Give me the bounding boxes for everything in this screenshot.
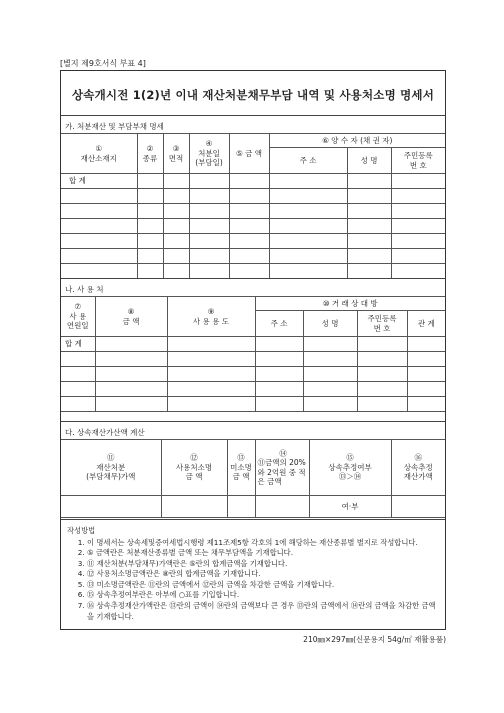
table-cell[interactable] <box>255 397 303 412</box>
table-cell[interactable] <box>189 234 229 249</box>
table-cell[interactable] <box>61 219 137 234</box>
usage-table <box>61 296 445 412</box>
table-cell[interactable] <box>61 264 137 279</box>
table-cell[interactable] <box>137 234 163 249</box>
header-counterparty-id: 주민등록 번 호 <box>357 311 407 337</box>
form-title: 상속개시전 1(2)년 이내 재산처분채무부담 내역 및 사용처소명 명세서 <box>71 88 435 102</box>
table-cell[interactable] <box>347 189 391 204</box>
table-row <box>61 219 445 234</box>
total-row-label: 합 계 <box>61 174 137 189</box>
table-cell[interactable] <box>163 234 189 249</box>
table-cell[interactable] <box>391 264 445 279</box>
table-cell[interactable] <box>269 264 347 279</box>
instructions-heading: 작성방법 <box>67 526 96 535</box>
table-cell[interactable] <box>229 204 269 219</box>
header-counterparty-relation: 관 계 <box>407 311 445 337</box>
table-cell[interactable] <box>391 189 445 204</box>
table-cell[interactable] <box>61 367 95 382</box>
table-row <box>61 382 445 397</box>
table-cell[interactable] <box>269 234 347 249</box>
table-cell[interactable] <box>61 249 137 264</box>
table-cell[interactable] <box>255 367 303 382</box>
table-cell[interactable] <box>407 337 445 352</box>
table-cell[interactable] <box>303 352 357 367</box>
table-cell[interactable] <box>163 174 189 189</box>
section-a-label: 가. 처분재산 및 부담부채 명세 <box>61 115 445 133</box>
table-cell[interactable] <box>189 189 229 204</box>
instruction-item: 2. ⑤ 금액란은 처분재산종류별 금액 또는 채무부담액을 기재합니다. <box>87 548 439 559</box>
header-presumed-value: ⑯ 상속추정 재산가액 <box>391 440 445 496</box>
header-unexplained-amount: ⑬ 미소명 금 액 <box>227 440 255 496</box>
table-row <box>61 264 445 279</box>
table-row <box>61 367 445 382</box>
table-cell[interactable] <box>163 249 189 264</box>
table-cell[interactable] <box>407 382 445 397</box>
table-row <box>61 189 445 204</box>
table-cell[interactable] <box>61 352 95 367</box>
table-cell[interactable] <box>255 382 303 397</box>
table-cell[interactable] <box>269 249 347 264</box>
table-cell[interactable] <box>347 234 391 249</box>
table-cell[interactable] <box>189 249 229 264</box>
table-cell[interactable] <box>137 249 163 264</box>
section-b-label: 나. 사 용 처 <box>61 278 445 296</box>
table-cell[interactable] <box>357 337 407 352</box>
table-cell[interactable] <box>61 189 137 204</box>
table-cell[interactable] <box>347 264 391 279</box>
table-cell[interactable] <box>229 234 269 249</box>
table-cell[interactable] <box>229 174 269 189</box>
header-transferee: ⑥ 양 수 자 (채 권 자) <box>269 134 445 148</box>
table-cell[interactable] <box>255 337 303 352</box>
header-usage-purpose: ⑨ 사 용 용 도 <box>167 297 255 337</box>
table-cell[interactable] <box>229 219 269 234</box>
header-lesser-amount: ⑭ ⑪금액의 20% 와 2억원 중 적 은 금액 <box>255 440 309 496</box>
header-transferee-name: 성 명 <box>347 148 391 174</box>
form-reference-label: [별지 제9호서식 부표 4] <box>60 59 146 68</box>
header-usage-date: ⑦ 사 용 연원일 <box>61 297 95 337</box>
header-disposal-value: ⑪ 재산처분 (부담채무)가액 <box>61 440 161 496</box>
form-frame <box>60 70 446 630</box>
instruction-item: 4. ⑫ 사용처소명금액란은 ⑧란의 합계금액을 기재합니다. <box>87 569 439 580</box>
table-cell[interactable] <box>137 189 163 204</box>
header-disposal-date: ④ 처분일 (부담일) <box>189 134 229 174</box>
table-cell[interactable] <box>167 382 255 397</box>
table-cell[interactable] <box>95 397 167 412</box>
table-cell[interactable] <box>303 382 357 397</box>
presumption-yes-no[interactable]: 여·부 <box>309 496 391 518</box>
table-cell[interactable] <box>167 397 255 412</box>
table-cell[interactable] <box>357 352 407 367</box>
table-cell[interactable] <box>137 219 163 234</box>
table-cell[interactable] <box>163 204 189 219</box>
paper-spec-footer: 210㎜×297㎜(신문용지 54g/㎡ 재활용품) <box>303 635 446 644</box>
header-counterparty-address: 주 소 <box>255 311 303 337</box>
table-cell[interactable] <box>189 204 229 219</box>
table-cell[interactable] <box>95 367 167 382</box>
table-cell[interactable] <box>227 496 255 518</box>
table-cell[interactable] <box>163 189 189 204</box>
table-cell[interactable] <box>347 204 391 219</box>
table-cell[interactable] <box>137 264 163 279</box>
header-location: ① 재산소재지 <box>61 134 137 174</box>
table-cell[interactable] <box>95 382 167 397</box>
table-cell[interactable] <box>167 337 255 352</box>
table-cell[interactable] <box>61 397 95 412</box>
table-cell[interactable] <box>61 204 137 219</box>
table-cell[interactable] <box>391 219 445 234</box>
table-cell[interactable] <box>163 219 189 234</box>
instruction-item: 5. ⑬ 미소명금액란은 ⑪란의 금액에서 ⑫란의 금액을 차감한 금액을 기재합니다. <box>87 580 439 591</box>
table-cell[interactable] <box>95 352 167 367</box>
instructions <box>61 519 445 622</box>
table-row <box>61 234 445 249</box>
table-cell[interactable] <box>167 352 255 367</box>
table-cell[interactable] <box>407 367 445 382</box>
table-cell[interactable] <box>229 249 269 264</box>
estimated-inheritance-table <box>61 439 445 518</box>
table-row <box>61 204 445 219</box>
header-explained-amount: ⑫ 사용처소명 금 액 <box>161 440 227 496</box>
table-cell[interactable] <box>357 382 407 397</box>
table-cell[interactable] <box>391 174 445 189</box>
table-cell[interactable] <box>137 204 163 219</box>
table-row <box>61 352 445 367</box>
section-c-label: 다. 상속재산가산액 계산 <box>61 421 445 439</box>
table-cell[interactable] <box>189 174 229 189</box>
table-cell[interactable] <box>161 496 227 518</box>
table-cell[interactable] <box>303 367 357 382</box>
table-cell[interactable] <box>163 264 189 279</box>
table-cell[interactable] <box>189 219 229 234</box>
instruction-item: 1. 이 명세서는 상속세및증여세법시행령 제11조제5항 각호의 1에 해당하는 재산종류별 별지로 작성합니다. <box>87 538 439 549</box>
table-cell[interactable] <box>391 204 445 219</box>
table-cell[interactable] <box>95 337 167 352</box>
table-row <box>61 397 445 412</box>
header-usage-amount: ⑧ 금 액 <box>95 297 167 337</box>
header-counterparty-name: 성 명 <box>303 311 357 337</box>
table-cell[interactable] <box>391 234 445 249</box>
table-cell[interactable] <box>357 367 407 382</box>
header-area: ③ 면적 <box>163 134 189 174</box>
table-cell[interactable] <box>407 397 445 412</box>
table-cell[interactable] <box>189 264 229 279</box>
table-cell[interactable] <box>61 496 161 518</box>
instruction-item: 6. ⑮ 상속추정여부란은 아부에 ○표를 기입합니다. <box>87 590 439 601</box>
table-cell[interactable] <box>269 219 347 234</box>
table-cell[interactable] <box>357 397 407 412</box>
table-cell[interactable] <box>61 382 95 397</box>
table-row <box>61 249 445 264</box>
instruction-item: 3. ⑪ 재산처분(부담채무)가액란은 ⑤란의 합계금액을 기재합니다. <box>87 559 439 570</box>
table-cell[interactable] <box>347 219 391 234</box>
table-cell[interactable] <box>137 174 163 189</box>
header-amount: ⑤ 금 액 <box>229 134 269 174</box>
header-transferee-id: 주민등록 번 호 <box>391 148 445 174</box>
table-cell[interactable] <box>269 204 347 219</box>
table-cell[interactable] <box>391 249 445 264</box>
table-cell[interactable] <box>347 174 391 189</box>
table-cell[interactable] <box>303 337 357 352</box>
total-row-label: 합 계 <box>61 337 95 352</box>
table-cell[interactable] <box>391 496 445 518</box>
table-cell[interactable] <box>269 189 347 204</box>
table-cell[interactable] <box>229 189 269 204</box>
header-type: ② 종류 <box>137 134 163 174</box>
disposed-assets-table <box>61 133 445 279</box>
instruction-item: 7. ⑯ 상속추정재산가액란은 ⑬란의 금액이 ⑭란의 금액보다 큰 경우 ⑬란의 금액에서 ⑭란의 금액을 차감한 금액을 기재합니다. <box>87 601 439 622</box>
table-cell[interactable] <box>229 264 269 279</box>
table-cell[interactable] <box>407 352 445 367</box>
table-cell[interactable] <box>303 397 357 412</box>
table-cell[interactable] <box>61 234 137 249</box>
table-cell[interactable] <box>167 367 255 382</box>
header-transferee-address: 주 소 <box>269 148 347 174</box>
header-presumption: ⑮ 상속추정여부 ⑬＞⑭ <box>309 440 391 496</box>
header-counterparty: ⑩ 거 래 상 대 방 <box>255 297 445 311</box>
table-cell[interactable] <box>255 496 309 518</box>
table-cell[interactable] <box>255 352 303 367</box>
table-cell[interactable] <box>269 174 347 189</box>
table-cell[interactable] <box>347 249 391 264</box>
